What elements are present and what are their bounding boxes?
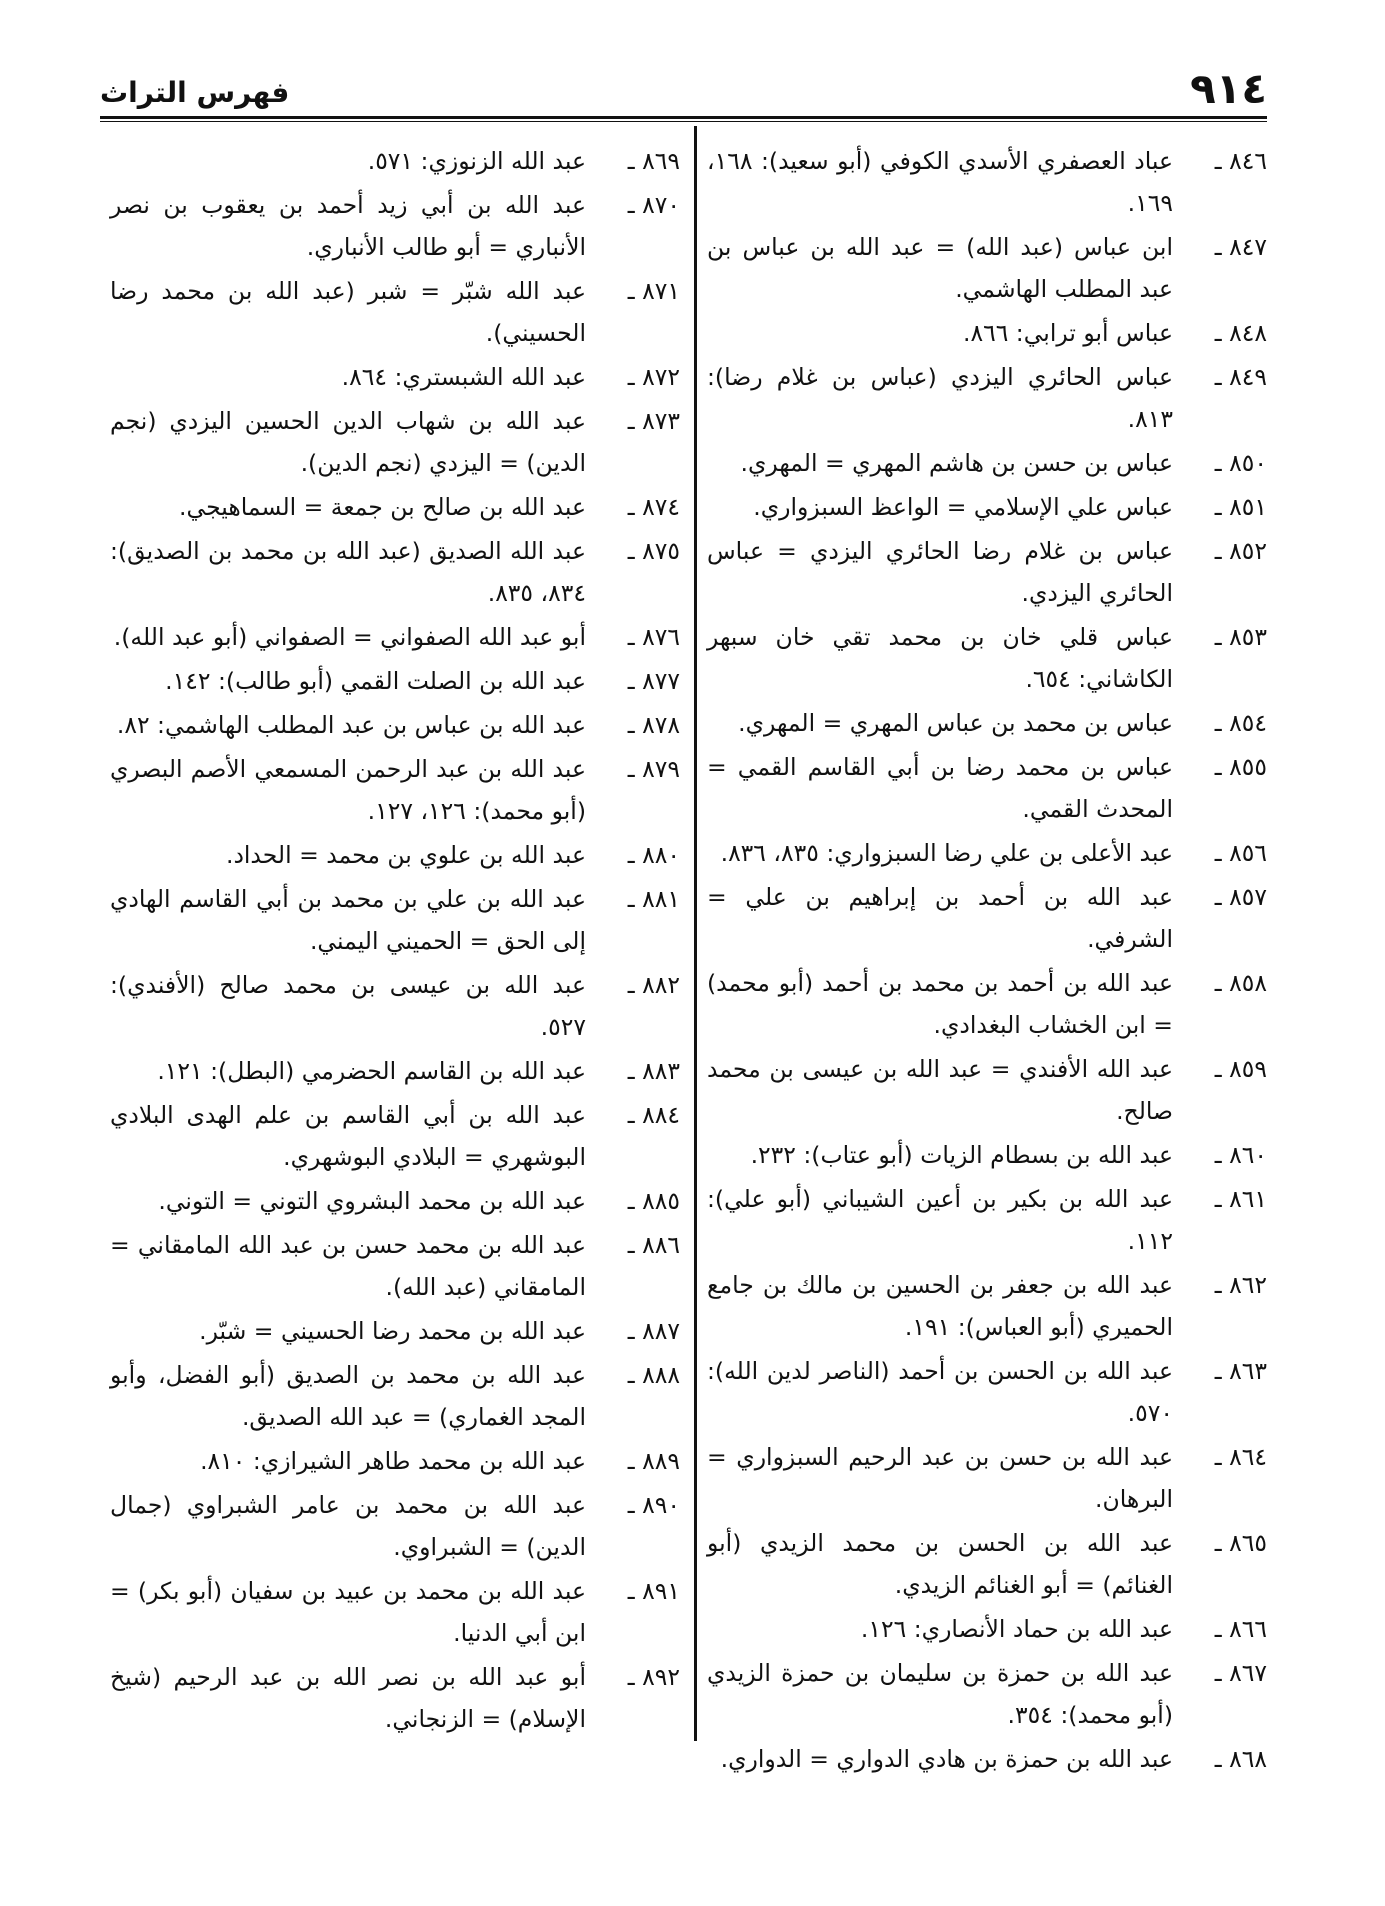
entry-number: ٨٦٣ ـ [1214,1357,1267,1385]
index-entry [707,746,1267,830]
index-entry [707,140,1267,224]
index-entry [110,1094,680,1178]
entry-text: عباس بن محمد بن عباس المهري = المهري. [738,709,1173,737]
entry-number: ٨٧٧ ـ [627,667,680,695]
entry-number: ٨٦١ ـ [1214,1185,1267,1213]
index-entry [707,1522,1267,1606]
index-entry [110,964,680,1048]
entry-number: ٨٧٢ ـ [627,363,680,391]
index-entry [707,876,1267,960]
index-entry [110,140,680,182]
entry-text: عبد الله بن حمزة بن سليمان بن حمزة الزيدي (أبو محمد): ٣٥٤. [707,1659,1173,1729]
entry-text: عبد الله بن القاسم الحضرمي (البطل): ١٢١. [157,1057,586,1085]
index-entry [110,270,680,354]
entry-text: عباس بن غلام رضا الحائري اليزدي = عباس الحائري اليزدي. [707,537,1173,607]
index-entry [707,1436,1267,1520]
index-entry [707,1652,1267,1736]
entry-number: ٨٥٧ ـ [1214,883,1267,911]
entry-text: ابن عباس (عبد الله) = عبد الله بن عباس بن عبد المطلب الهاشمي. [707,233,1173,303]
page-number: ٩١٤ [1190,64,1267,113]
index-entry [707,530,1267,614]
index-entry [110,1440,680,1482]
entry-number: ٨٦٦ ـ [1214,1615,1267,1643]
entry-text: عبد الله بن محمد بن الصديق (أبو الفضل، وأبو المجد الغماري) = عبد الله الصديق. [110,1361,586,1431]
entry-number: ٨٤٩ ـ [1214,363,1267,391]
index-entry [707,226,1267,310]
entry-text: عبد الله بن الصلت القمي (أبو طالب): ١٤٢. [165,667,586,695]
entry-text: عبد الله بن علوي بن محمد = الحداد. [225,841,586,869]
entry-text: عبد الله الشبستري: ٨٦٤. [341,363,586,391]
entry-number: ٨٧٣ ـ [627,407,680,435]
entry-number: ٨٥٦ ـ [1214,839,1267,867]
entry-number: ٨٦٢ ـ [1214,1271,1267,1299]
index-entry [110,1570,680,1654]
entry-text: عباس الحائري اليزدي (عباس بن غلام رضا): ٨١٣. [707,363,1173,433]
index-entry [110,1180,680,1222]
entry-text: عبد الله بن شهاب الدين الحسين اليزدي (نجم الدين) = اليزدي (نجم الدين). [110,407,586,477]
entry-text: عبد الله بن بسطام الزيات (أبو عتاب): ٢٣٢. [750,1141,1173,1169]
entry-text: عبد الله شبّر = شبر (عبد الله بن محمد رضا الحسيني). [110,277,586,347]
entry-number: ٨٦٩ ـ [627,147,680,175]
index-entry [110,1310,680,1352]
index-entry [707,1738,1267,1780]
entry-number: ٨٧٦ ـ [627,623,680,651]
entry-number: ٨٨١ ـ [627,885,680,913]
entry-text: عبد الله بن محمد حسن بن عبد الله المامقاني = المامقاني (عبد الله). [110,1231,586,1301]
index-entry [110,616,680,658]
column-divider [694,126,697,1741]
entry-number: ٨٦٧ ـ [1214,1659,1267,1687]
entry-number: ٨٨٦ ـ [627,1231,680,1259]
entry-text: عبد الله الصديق (عبد الله بن محمد بن الصديق): ٨٣٤، ٨٣٥. [110,537,586,607]
index-entry [707,1264,1267,1348]
entry-number: ٨٨٥ ـ [627,1187,680,1215]
entry-number: ٨٦٨ ـ [1214,1745,1267,1773]
entry-text: عبد الله بن أحمد بن محمد بن أحمد (أبو محمد) = ابن الخشاب البغدادي. [707,969,1173,1039]
entry-number: ٨٧٤ ـ [627,493,680,521]
index-entry [110,1050,680,1092]
header-rule-thin [100,121,1267,122]
index-entry [707,702,1267,744]
entry-number: ٨٥١ ـ [1214,493,1267,521]
index-entry [110,486,680,528]
entry-text: عبد الله بن جعفر بن الحسين بن مالك بن جامع الحميري (أبو العباس): ١٩١. [707,1271,1173,1341]
entry-number: ٨٤٧ ـ [1214,233,1267,261]
entry-text: عبد الله بن محمد طاهر الشيرازي: ٨١٠. [200,1447,586,1475]
entry-text: عباس قلي خان بن محمد تقي خان سبهر الكاشاني: ٦٥٤. [707,623,1173,693]
entry-number: ٨٩١ ـ [627,1577,680,1605]
entry-text: عبد الله الزنوزي: ٥٧١. [367,147,586,175]
entry-text: عبد الله بن صالح بن جمعة = السماهيجي. [179,493,586,521]
index-entry [110,1354,680,1438]
entry-text: عبد الله بن بكير بن أعين الشيباني (أبو علي): ١١٢. [707,1185,1173,1255]
entry-text: عبد الله بن عبد الرحمن المسمعي الأصم البصري (أبو محمد): ١٢٦، ١٢٧. [110,755,586,825]
index-entry [707,1350,1267,1434]
entry-text: عباس أبو ترابي: ٨٦٦. [962,319,1173,347]
entry-text: عبد الله بن محمد بن عبيد بن سفيان (أبو بكر) = ابن أبي الدنيا. [110,1577,586,1647]
entry-text: أبو عبد الله الصفواني = الصفواني (أبو عبد الله). [113,623,586,651]
index-entry [110,400,680,484]
index-entry [707,486,1267,528]
entry-text: عبد الله الأفندي = عبد الله بن عيسى بن محمد صالح. [707,1055,1173,1125]
entry-text: عبد الله بن علي بن محمد بن أبي القاسم الهادي إلى الحق = الحميني اليمني. [110,885,586,955]
entry-number: ٨٥٣ ـ [1214,623,1267,651]
entry-number: ٨٥٢ ـ [1214,537,1267,565]
entry-number: ٨٩٢ ـ [627,1663,680,1691]
index-entry [707,1048,1267,1132]
entry-text: عبد الله بن حمزة بن هادي الدواري = الدواري. [720,1745,1173,1773]
entry-number: ٨٧٩ ـ [627,755,680,783]
index-column-left [110,140,680,1742]
entry-text: عباس علي الإسلامي = الواعظ السبزواري. [753,493,1173,521]
index-entry [110,660,680,702]
entry-number: ٨٦٤ ـ [1214,1443,1267,1471]
index-entry [707,442,1267,484]
entry-number: ٨٨٨ ـ [627,1361,680,1389]
entry-number: ٨٩٠ ـ [627,1491,680,1519]
index-entry [110,1656,680,1740]
entry-text: عبد الله بن عيسى بن محمد صالح (الأفندي): ٥٢٧. [110,971,586,1041]
entry-text: عبد الله بن حماد الأنصاري: ١٢٦. [860,1615,1173,1643]
index-entry [110,184,680,268]
entry-text: عبد الأعلى بن علي رضا السبزواري: ٨٣٥، ٨٣٦. [720,839,1173,867]
entry-text: عباس بن محمد رضا بن أبي القاسم القمي = المحدث القمي. [707,753,1173,823]
header-rule [100,116,1267,119]
entry-number: ٨٥٠ ـ [1214,449,1267,477]
entry-number: ٨٨٢ ـ [627,971,680,999]
index-entry [110,1224,680,1308]
entry-number: ٨٤٦ ـ [1214,147,1267,175]
index-entry [110,748,680,832]
entry-number: ٨٨٩ ـ [627,1447,680,1475]
entry-number: ٨٨٠ ـ [627,841,680,869]
index-entry [110,878,680,962]
index-entry [707,616,1267,700]
index-entry [707,356,1267,440]
index-column-right [707,140,1267,1782]
entry-text: عباس بن حسن بن هاشم المهري = المهري. [740,449,1173,477]
index-entry [707,312,1267,354]
entry-text: عبد الله بن الحسن بن محمد الزيدي (أبو الغنائم) = أبو الغنائم الزيدي. [707,1529,1173,1599]
entry-number: ٨٧٠ ـ [627,191,680,219]
index-entry [707,962,1267,1046]
entry-text: عبد الله بن الحسن بن أحمد (الناصر لدين الله): ٥٧٠. [707,1357,1173,1427]
entry-text: عبد الله بن عباس بن عبد المطلب الهاشمي: ٨٢. [116,711,586,739]
running-title: فهرس التراث [100,76,290,109]
entry-text: عبد الله بن محمد بن عامر الشبراوي (جمال الدين) = الشبراوي. [110,1491,586,1561]
entry-number: ٨٤٨ ـ [1214,319,1267,347]
entry-text: عبد الله بن محمد البشروي التوني = التوني. [158,1187,586,1215]
entry-number: ٨٨٤ ـ [627,1101,680,1129]
index-entry [707,1608,1267,1650]
entry-number: ٨٥٨ ـ [1214,969,1267,997]
entry-number: ٨٥٩ ـ [1214,1055,1267,1083]
entry-text: عبد الله بن أحمد بن إبراهيم بن علي = الشرفي. [707,883,1173,953]
index-entry [110,530,680,614]
entry-number: ٨٦٠ ـ [1214,1141,1267,1169]
page-header [100,62,1267,116]
index-entry [110,704,680,746]
index-entry [707,1178,1267,1262]
index-entry [707,1134,1267,1176]
entry-text: أبو عبد الله بن نصر الله بن عبد الرحيم (شيخ الإسلام) = الزنجاني. [110,1663,586,1733]
index-entry [707,832,1267,874]
entry-number: ٨٨٣ ـ [627,1057,680,1085]
entry-number: ٨٥٥ ـ [1214,753,1267,781]
index-entry [110,1484,680,1568]
entry-number: ٨٧٥ ـ [627,537,680,565]
entry-number: ٨٨٧ ـ [627,1317,680,1345]
entry-number: ٨٦٥ ـ [1214,1529,1267,1557]
entry-number: ٨٧٨ ـ [627,711,680,739]
entry-text: عباد العصفري الأسدي الكوفي (أبو سعيد): ١٦٨، ١٦٩. [707,147,1173,217]
entry-number: ٨٥٤ ـ [1214,709,1267,737]
index-entry [110,356,680,398]
entry-text: عبد الله بن أبي القاسم بن علم الهدى البلادي البوشهري = البلادي البوشهري. [110,1101,586,1171]
index-entry [110,834,680,876]
entry-text: عبد الله بن محمد رضا الحسيني = شبّر. [199,1317,586,1345]
entry-text: عبد الله بن أبي زيد أحمد بن يعقوب بن نصر الأنباري = أبو طالب الأنباري. [110,191,586,261]
entry-text: عبد الله بن حسن بن عبد الرحيم السبزواري = البرهان. [707,1443,1173,1513]
entry-number: ٨٧١ ـ [627,277,680,305]
